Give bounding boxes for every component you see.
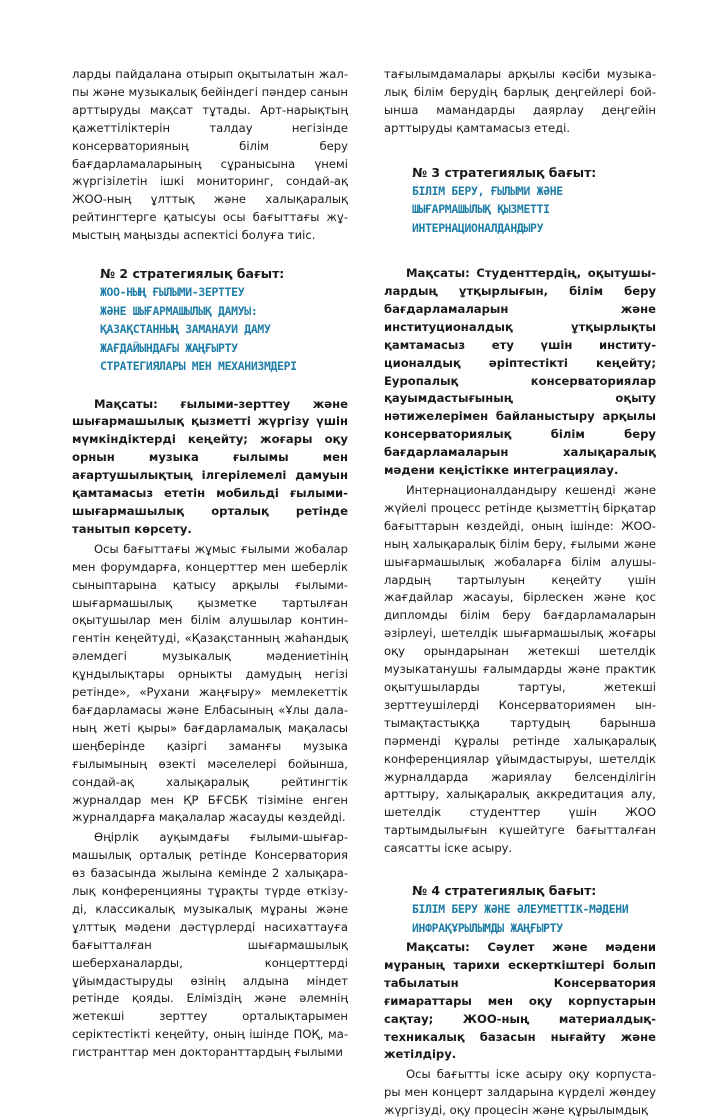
goal-paragraph: Мақсаты: Сәулет және мәдени мұраның тарихи ескерткіштері болып табылатын Консерватория ғимараттары мен оқу корпустарын сақтау; ЖОО-ның материалдық-техникалық базасын нығайту және жетілдіру. — [384, 940, 656, 1062]
strategic-direction-3-heading — [412, 164, 656, 238]
heading-title: БІЛІМ БЕРУ, ҒЫЛЫМИ ЖӘНЕ ШЫҒАРМАШЫЛЫҚ ҚЫЗМЕТТІ ИНТЕРНАЦИОНАЛДАНДЫРУ — [412, 183, 563, 235]
strategic-direction-4-heading — [412, 882, 656, 937]
body-paragraph: Өңірлік ауқымдағы ғылыми-шығармашылық орталық ретінде Консерватория өз базасында жылына кемінде 2 халықаралық конференцияны тұрақты түрде өткізуді, классикалық музыкалық мұраны және ұлттық мәдени дәстүрлерді насихаттауға бағытталған шығармашылық шеберханаларды, концерттерді ұйымдастыруды өзінің алдына міндет ретінде қояды. Еліміздің және әлемнің жетекші зерттеу орталықтарымен серіктестікті кеңейту, оның ішінде ПОҚ, магистранттар мен докторанттардың ғылыми — [72, 830, 348, 1060]
body-paragraph: Осы бағытты іске асыру оқу корпустары мен концерт залдарына күрделі жөндеу жүргізуді, оқу процесін және құрылымдық — [384, 1067, 656, 1118]
heading-number: № 4 стратегиялық бағыт: — [412, 883, 597, 899]
strategic-direction-2-heading — [100, 265, 348, 376]
heading-number: № 3 стратегиялық бағыт: — [412, 164, 597, 180]
right-column — [384, 66, 656, 1120]
body-paragraph: Интернационалдандыру кешенді және жүйелі процесс ретінде қызметтің бірқатар бағыттарын көздейді, оның ішінде: ЖОО-ның халықаралық білім беру, ғылыми және шығармашылық жобаларға білім алушылардың тартылуын кеңейту үшін жағдайлар жасауы, бірлескен және қос дипломды білім беру бағдарламаларын әзірлеуі, шетелдік шығармашылық жоғары оқу орындарынан жетекші шетелдік музыкатанушы ғалымдарды және практик оқытушыларды тартуы, жетекші зерттеушілерді Консерваториямен ынтымақтастыққа тартудың барынша пәрменді құралы ретінде халықаралық конференциялар ұйымдастыруы, шетелдік журналдарда жариялау белсенділігін арттыру, халықаралық аккредитация алу, шетелдік студенттер үшін ЖОО тартымдылығын күшейтуге бағытталған саясатты іске асыру. — [384, 483, 656, 856]
heading-number: № 2 стратегиялық бағыт: — [100, 266, 285, 282]
intro-paragraph: ларды пайдалана отырып оқытылатын жалпы және музыкалық бейіндегі пәндер санын арттыруды мақсат тұтады. Арт-нарықтың қажеттіліктерін талдау негізінде консерваторияның білім беру бағдарламаларының сұранысына үнемі жүргізілетін ішкі мониторинг, сондай-ақ ЖОО-ның ұлттық және халықаралық рейтингтерге қатысуы осы бағыттағы жұмыстың маңызды аспектісі болуға тиіс. — [72, 67, 348, 243]
heading-title: ЖОО-НЫҢ ҒЫЛЫМИ-ЗЕРТТЕУ ЖӘНЕ ШЫҒАРМАШЫЛЫҚ ДАМУЫ: ҚАЗАҚСТАННЫҢ ЗАМАНАУИ ДАМУ ЖАҒДАЙЫНДАҒЫ ЖАҢҒЫРТУ СТРАТЕГИЯЛАРЫ МЕН МЕХАНИЗМДЕРІ — [100, 285, 297, 374]
continuation-paragraph: тағылымдамалары арқылы кәсіби музыкалық білім берудің барлық деңгейлері бойынша мамандарды даярлау деңгейін арттыруды қамтамасыз етеді. — [384, 67, 656, 135]
left-column — [72, 66, 348, 1062]
goal-paragraph: Мақсаты: ғылыми-зерттеу және шығармашылық қызметті жүргізу үшін мүмкіндіктерді кеңейту; жоғары оқу орнын музыка ғылымы мен ағартушылықтың ілгерілемелі дамуын қамтамасыз ететін мобильді ғылыми-шығармашылық орталық ретінде танытып көрсету. — [72, 396, 348, 536]
body-paragraph: Осы бағыттағы жұмыс ғылыми жобалар мен форумдарға, концерттер мен шеберлік сыныптарына қатысу арқылы ғылыми-шығармашылық қызметке тартылған оқытушылар мен білім алушылар контингентін кеңейтуді, «Қазақстанның жаһандық әлемдегі музыкалық мәдениетінің құндылықтары орныкты дамудың негізі ретінде», «Рухани жаңғыру» мемлекеттік бағдарламасы және Елбасының «Ұлы даланың жеті қыры» бағдарламалық мақаласы шеңберінде қазіргі заманғы музыка ғылымының өзекті мәселелері бойынша, сондай-ақ халықаралық рейтингтік журналдар мен ҚР БҒСБК тізіміне енген журналдарға мақалалар жасауды көздейді. — [72, 541, 348, 825]
goal-paragraph: Мақсаты: Студенттердің, оқытушылардың ұтқырлығын, білім беру бағдарламаларын және институционалдық ұтқырлықты қамтамасыз ету үшін институционалдық әріптестікті кеңейту; Еуропалық консерваториялар қауымдастығының оқыту нәтижелерімен байланыстыру арқылы консерваториялық білім беру бағдарламаларын халықаралық мәдени кеңістікке интеграциялау. — [384, 266, 656, 478]
heading-title: БІЛІМ БЕРУ ЖӘНЕ ӘЛЕУМЕТТІК-МӘДЕНИ ИНФРАҚҰРЫЛЫМДЫ ЖАҢҒЫРТУ — [412, 902, 629, 935]
